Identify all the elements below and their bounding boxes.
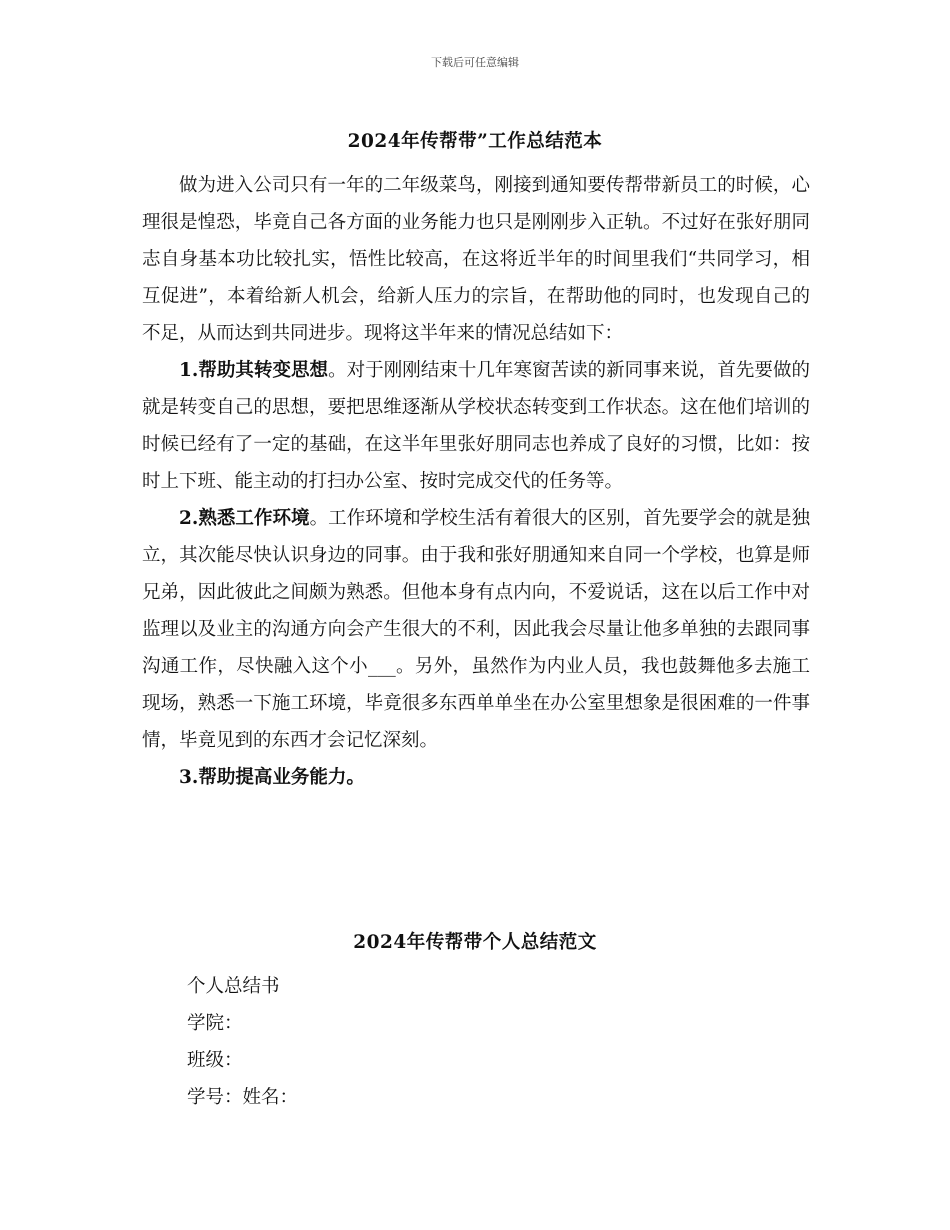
form-line-class: 班级：	[187, 1050, 243, 1071]
form-line-title: 个人总结书	[187, 976, 280, 997]
section-2-heading: 2.熟悉工作环境	[179, 508, 310, 529]
section-1-heading: 1.帮助其转变思想	[179, 360, 329, 381]
section-3-heading: 3.帮助提高业务能力。	[179, 767, 365, 788]
summary-form	[187, 968, 298, 1116]
section-1-text: 。对于刚刚结束十几年寒窗苦读的新同事来说，首先要做的就是转变自己的思想，要把思维逐渐从学校状态转变到工作状态。这在他们培训的时候已经有了一定的基础，在这半年里张好朋同志也养成了良好的习惯，比如：按时上下班、能主动的打扫办公室、按时完成交代的任务等。	[142, 360, 810, 492]
section-3	[142, 759, 810, 796]
form-line-college: 学院：	[187, 1013, 243, 1034]
document-body	[142, 167, 810, 796]
second-document-title: 2024年传帮带个人总结范文	[353, 932, 597, 953]
document-title: 2024年传帮带”工作总结范本	[347, 131, 603, 152]
section-1	[142, 352, 810, 500]
section-2	[142, 500, 810, 759]
form-line-student-id-name: 学号：姓名：	[187, 1087, 299, 1108]
section-2-text: 。工作环境和学校生活有着很大的区别，首先要学会的就是独立，其次能尽快认识身边的同事。由于我和张好朋通知来自同一个学校，也算是师兄弟，因此彼此之间颇为熟悉。但他本身有点内向，不爱说话，这在以后工作中对监理以及业主的沟通方向会产生很大的不利，因此我会尽量让他多单独的去跟同事沟通工作，尽快融入这个小___。另外，虽然作为内业人员，我也鼓舞他多去施工现场，熟悉一下施工环境，毕竟很多东西单单坐在办公室里想象是很困难的一件事情，毕竟见到的东西才会记忆深刻。	[142, 508, 810, 751]
page-header: 下载后可任意编辑	[431, 56, 519, 69]
intro-paragraph: 做为进入公司只有一年的二年级菜鸟，刚接到通知要传帮带新员工的时候，心理很是惶恐，毕竟自己各方面的业务能力也只是刚刚步入正轨。不过好在张好朋同志自身基本功比较扎实，悟性比较高，在这将近半年的时间里我们“共同学习，相互促进”，本着给新人机会，给新人压力的宗旨，在帮助他的同时，也发现自己的不足，从而达到共同进步。现将这半年来的情况总结如下：	[142, 175, 810, 344]
